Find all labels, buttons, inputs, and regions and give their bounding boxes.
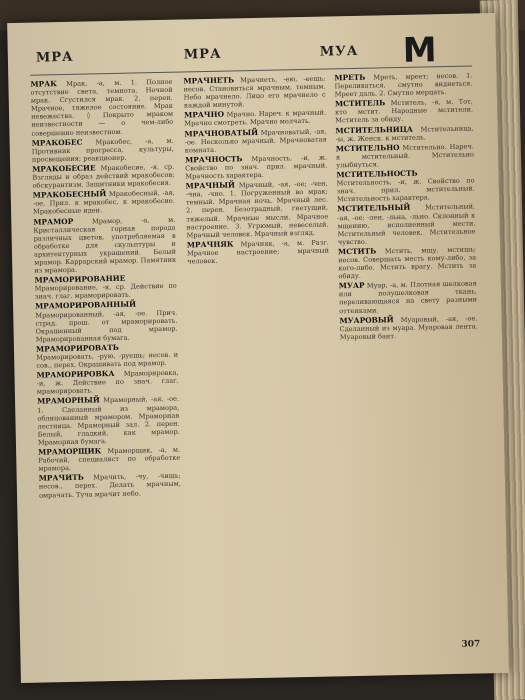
column-1	[30, 78, 184, 656]
entry-definition: Мстительность, -и, ж. Свойство по знач. прил. мстительный. Мстительность характера.	[336, 176, 475, 204]
entry-definition: Мрак, -а, м. 1. Полное отсутствие света, темнота. Ночной мрак. Сгустился мрак. 2. перен. Мрачное, тяжелое состояние. Мрак невежества. ◊ Покрыто мраком неизвестности — о чем-либо совершенно неизвестном.	[30, 77, 174, 138]
dictionary-entry	[33, 189, 175, 216]
entry-definition: Мрачнеть, -ею, -еешь; несов. Становиться мрачным, темным. Небо мрачнело. Лицо его мрачнело с каждой минутой.	[183, 74, 326, 110]
entry-definition: Мраморировать, -рую, -руешь; несов. и сов., перех. Окрашивать под мрамор.	[36, 350, 179, 370]
dictionary-entry	[30, 78, 173, 138]
entry-definition: Мраморирование, -я, ср. Действие по знач. глаг. мраморировать.	[34, 281, 177, 302]
entry-definition: Мраморировка, -и, ж. Действие по знач. глаг. мраморировать.	[36, 368, 179, 397]
dictionary-entry	[337, 203, 476, 246]
entry-headword: МРАМОР	[33, 216, 74, 227]
page-number: 307	[461, 639, 481, 650]
entry-headword: МСТИТЕЛЬНО	[335, 142, 400, 154]
entry-headword: МРАЧНЯК	[186, 239, 234, 250]
running-head-left: МРА	[35, 49, 74, 66]
entry-headword: МСТИТЕЛЬНЫЙ	[337, 203, 411, 214]
dictionary-page	[7, 13, 509, 683]
dictionary-entry	[183, 75, 326, 110]
column-2	[183, 75, 337, 653]
dictionary-entry	[186, 180, 329, 240]
entry-definition: Мраморщик, -а, м. Рабочий, специалист по обработке мрамора.	[38, 445, 181, 473]
entry-headword: МРАЧНОСТЬ	[184, 154, 243, 165]
dictionary-entry	[36, 343, 178, 370]
entry-definition: Мрамор, -а, м. Кристаллическая горная порода различных цветов, употребляемая в обработке для скульптуры и архитектурных украшений. Белый мрамор. Каррарский мрамор. Памятник из мрамора.	[33, 215, 177, 275]
entry-headword: МРАЧНО	[184, 110, 225, 120]
entry-headword: МРАЧНЫЙ	[185, 180, 236, 191]
entry-definition: Мрачноватый, -ая, -ое. Несколько мрачный. Мрачноватая комната.	[184, 127, 327, 155]
running-head-right: МУА	[319, 43, 359, 60]
entry-definition: Мрачный, -ая, -ое; -чен, -чна, -чно. 1. Погруженный во мрак; темный. Мрачная ночь. Мрачный лес. 2. перен. Безотрадный, гнетущий, тяжелый. Мрачные мысли. Мрачное настроение. 3. Угрюмый, невеселый. Мрачный человек. Мрачный взгляд.	[185, 179, 329, 240]
entry-headword: МРАЧНЕТЬ	[183, 75, 235, 86]
dictionary-entry	[185, 153, 327, 180]
dictionary-entry	[184, 109, 326, 128]
entry-headword: МРАК	[30, 79, 57, 89]
entry-headword: МРАМОРИРОВКА	[36, 369, 115, 380]
entry-headword: МРАМОРНЫЙ	[36, 395, 100, 407]
entry-headword: МРАКОБЕСНЫЙ	[32, 189, 107, 200]
running-head-middle: МРА	[183, 46, 222, 63]
dictionary-entry	[38, 446, 180, 473]
entry-definition: Мстить, мщу, мстишь; несов. Совершать месть кому-либо, за кого-либо. Мстить врагу. Мстить за обиду.	[338, 245, 477, 281]
entry-headword: МРАМОРИРОВАННЫЙ	[34, 299, 137, 312]
column-3	[334, 71, 484, 649]
dictionary-entry	[187, 238, 329, 265]
entry-headword: МУАРОВЫЙ	[339, 314, 394, 325]
dictionary-entry	[36, 369, 178, 396]
dictionary-entry	[33, 215, 176, 275]
entry-definition: Мрачность, -и, ж. Свойство по знач. прил. мрачный. Мрачность характера.	[185, 153, 328, 181]
section-letter: М	[402, 30, 438, 71]
entry-headword: МРАЧНОВАТЫЙ	[184, 127, 259, 139]
dictionary-entry	[335, 98, 473, 125]
entry-definition: Муаровый, -ая, -ое. Сделанный из муара. Муаровая лента. Муаровый бант.	[339, 314, 478, 342]
dictionary-entry	[336, 168, 475, 203]
entry-definition: Мрачно. Нареч. к мрачный. Мрачно смотреть. Мрачно молчать.	[184, 108, 327, 128]
dictionary-entry	[338, 245, 477, 280]
entry-definition: Муар, -а, м. Плотная шелковая или полушелковая ткань, переливающаяся на свету разными оттенками.	[338, 279, 478, 315]
entry-headword: МРАМОРИРОВАТЬ	[35, 342, 119, 354]
entry-headword: МРАМОРИРОВАНИЕ	[34, 273, 126, 285]
dictionary-entry	[339, 280, 478, 315]
entry-headword: МРЕТЬ	[334, 72, 366, 83]
dictionary-entry	[35, 300, 178, 343]
dictionary-entry	[334, 71, 472, 98]
entry-definition: Мраморированный, -ая, -ое. Прич. страд. прош. от мраморировать. Окрашенный под мрамор. Мраморированная бумага.	[35, 308, 178, 344]
dictionary-entry	[32, 136, 174, 163]
dictionary-entry	[37, 395, 180, 447]
entry-definition: Мреть, мреет; несов. 1. Переливаться, смутно виднеться. Мреет даль. 2. Смутно мерцать.	[334, 71, 473, 99]
entry-headword: МСТИТЕЛЬ	[334, 98, 386, 109]
entry-definition: Мракобесие, -я, ср. Взгляды и образ действий мракобесов; обскурантизм. Защитники мракобесия.	[32, 162, 175, 190]
entry-definition: Мстительный, -ая, -ое; -лен, -льна, -льно. Склонный к мщению, исполненный мести. Мстительный человек. Мстительное чувство.	[337, 202, 476, 247]
entry-headword: МСТИТЬ	[337, 246, 377, 257]
entry-definition: Мститель, -я, м. Тот, кто мстит. Народные мстители. Мститель за обиду.	[335, 97, 474, 125]
dictionary-entry	[336, 142, 474, 169]
entry-headword: МРАКОБЕС	[31, 137, 83, 148]
dictionary-entry	[34, 274, 176, 301]
entry-headword: МУАР	[338, 281, 365, 291]
dictionary-entry	[184, 127, 326, 154]
entry-definition: Мраморный, -ая, -ое. 1. Сделанный из мрамора, облицованный мрамором. Мраморная лестница. Мраморный зал. 2. перен. Белый, гладкий, как мрамор. Мраморная бумага.	[37, 395, 180, 447]
dictionary-entry	[39, 472, 181, 499]
entry-definition: Мрачняк, -а, м. Разг. Мрачное настроение; мрачный человек.	[186, 238, 330, 266]
dictionary-entry	[32, 163, 174, 190]
dictionary-entry	[339, 314, 477, 341]
entry-headword: МРАЧИТЬ	[38, 472, 84, 483]
entry-headword: МРАКОБЕСИЕ	[32, 163, 96, 174]
dictionary-entry	[335, 124, 473, 143]
entry-definition: Мракобес, -а, м. Противник прогресса, культуры, просвещения; реакционер.	[31, 136, 174, 164]
entry-definition: Мракобесный, -ая, -ое. Прил. к мракобес, к мракобесие. Мракобесные идеи.	[32, 188, 175, 217]
entry-headword: МСТИТЕЛЬНОСТЬ	[336, 168, 418, 180]
entry-headword: МРАМОРЩИК	[38, 446, 102, 457]
entry-definition: Мрачить, -чу, -чишь; несов., перех. Делать мрачным, омрачать. Туча мрачит небо.	[38, 471, 181, 500]
entry-definition: Мстительница, -ы, ж. Женск. к мститель.	[335, 124, 474, 143]
entry-headword: МСТИТЕЛЬНИЦА	[335, 124, 413, 135]
entry-definition: Мстительно. Нареч. к мстительный. Мстительно улыбнуться.	[335, 142, 475, 170]
